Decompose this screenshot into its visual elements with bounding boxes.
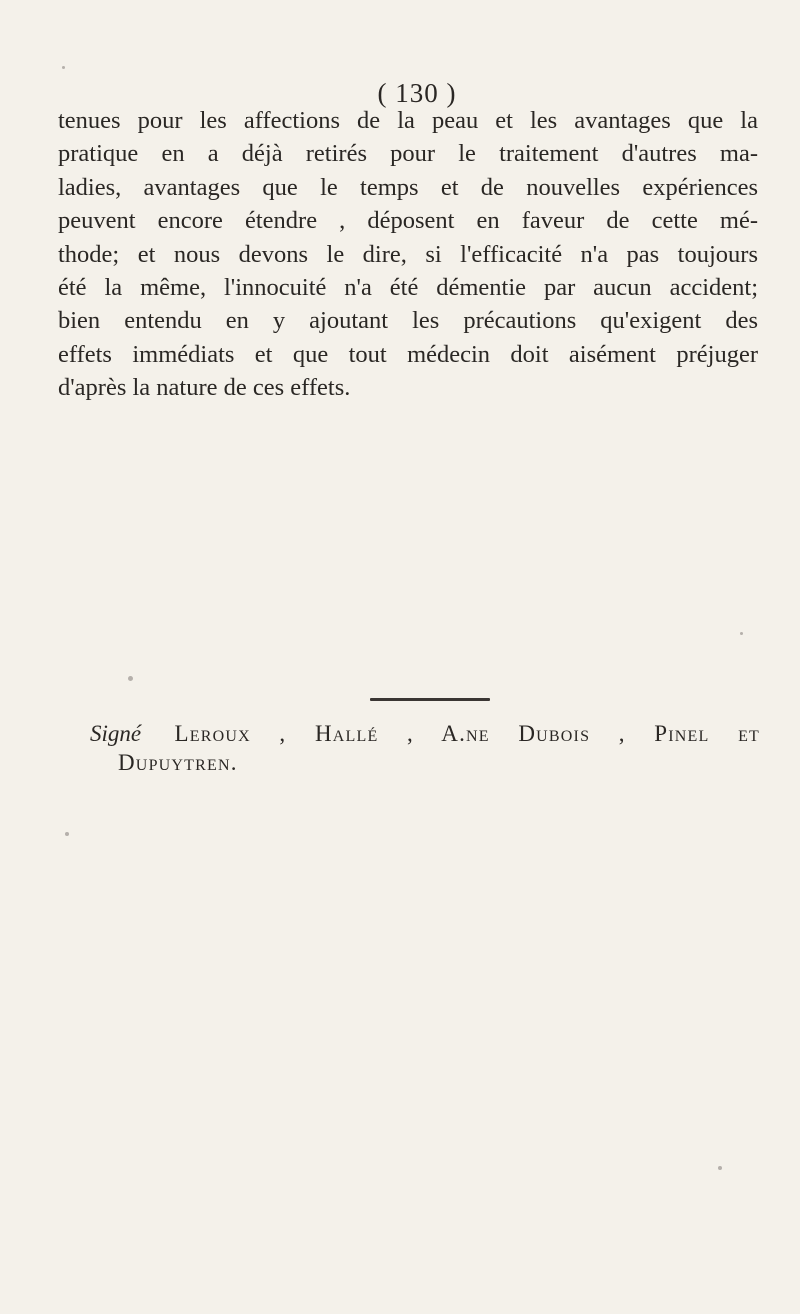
text-line: pratique en a déjà retirés pour le traitement d'autres ma-	[58, 140, 758, 168]
text-line: bien entendu en y ajoutant les précautions qu'exigent des	[58, 307, 758, 335]
text-line: ladies, avantages que le temps et de nouvelles expériences	[58, 173, 758, 201]
paper-speck	[128, 676, 133, 681]
text-line: été la même, l'innocuité n'a été démentie par aucun accident;	[58, 274, 758, 302]
signed-label: Signé	[90, 721, 142, 746]
text-line: peuvent encore étendre , déposent en faveur de cette mé-	[58, 207, 758, 235]
text-line: thode; et nous devons le dire, si l'efficacité n'a pas toujours	[58, 240, 758, 268]
paper-speck	[718, 1166, 722, 1170]
text-line: d'après la nature de ces effets.	[58, 374, 351, 402]
signature-line-2: Dupuytren.	[118, 750, 238, 775]
paper-speck	[62, 66, 65, 69]
end-rule	[370, 698, 490, 701]
page-number: ( 130 )	[377, 78, 457, 108]
signature-line-1	[90, 719, 760, 748]
text-line: tenues pour les affections de la peau et les avantages que la	[58, 107, 758, 134]
signatory-names: Leroux , Hallé , A.ne Dubois , Pinel et	[174, 721, 761, 746]
paper-speck	[65, 832, 69, 836]
signature-block	[90, 719, 760, 777]
body-paragraph	[58, 104, 758, 405]
paper-speck	[740, 632, 743, 635]
text-line: effets immédiats et que tout médecin doit aisément préjuger	[58, 340, 758, 368]
